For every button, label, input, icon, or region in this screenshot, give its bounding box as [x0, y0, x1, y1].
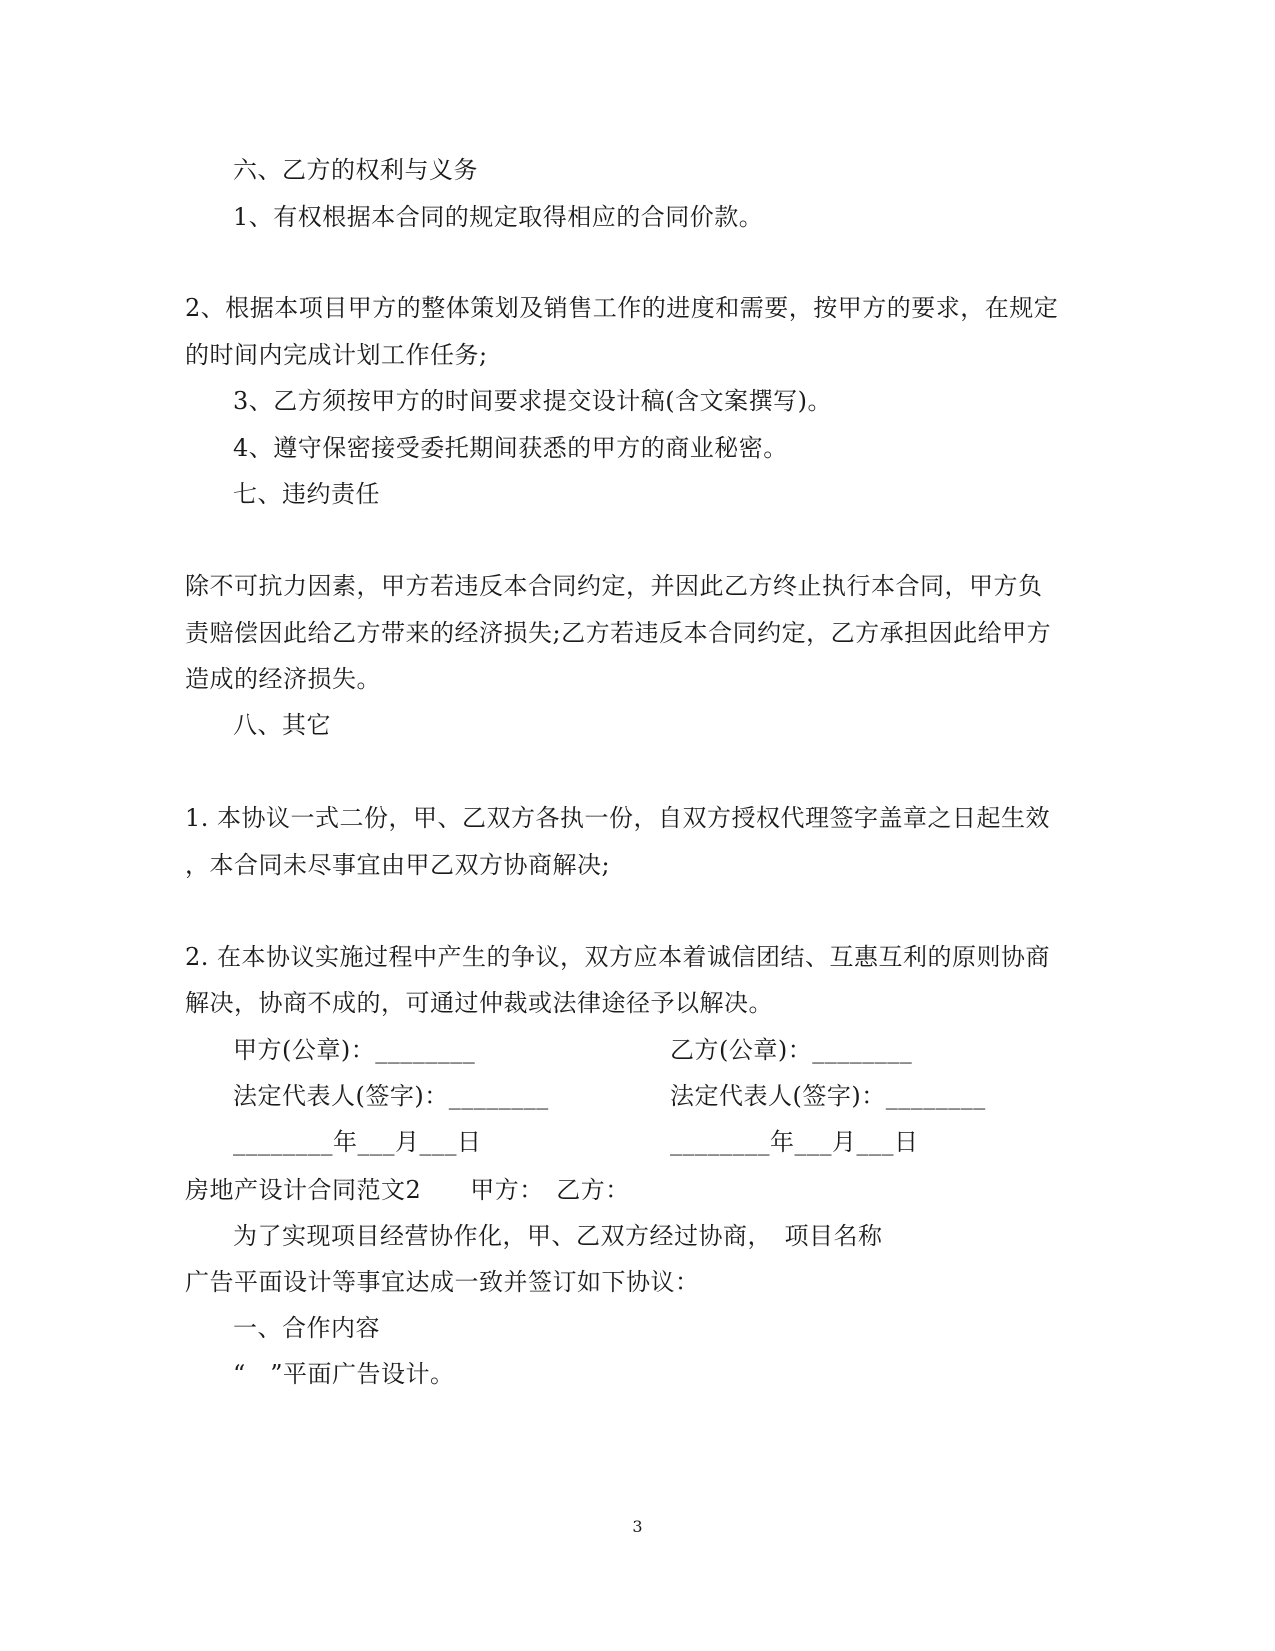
party-a-representative: 法定代表人(签字)：________ — [233, 1082, 549, 1110]
clause-7-line2: 责赔偿因此给乙方带来的经济损失;乙方若违反本合同约定，乙方承担因此给甲方 — [185, 619, 1052, 647]
page-number: 3 — [632, 1517, 643, 1536]
contract-2-intro-line1: 为了实现项目经营协作化，甲、乙双方经过协商， 项目名称 — [233, 1222, 883, 1250]
clause-7-line3: 造成的经济损失。 — [185, 665, 381, 693]
clause-8-1-line2: ，本合同未尽事宜由甲乙双方协商解决; — [185, 851, 611, 879]
party-a-seal: 甲方(公章)：________ — [233, 1036, 476, 1064]
contract-2-design-item: “ ”平面广告设计。 — [233, 1360, 455, 1388]
clause-6-1: 1、有权根据本合同的规定取得相应的合同价款。 — [233, 203, 764, 231]
clause-6-3: 3、乙方须按甲方的时间要求提交设计稿(含文案撰写)。 — [233, 387, 832, 415]
contract-2-section-1: 一、合作内容 — [233, 1314, 380, 1342]
section-heading-8: 八、其它 — [233, 711, 331, 739]
contract-2-title: 房地产设计合同范文2 甲方： 乙方： — [185, 1176, 630, 1204]
party-b-seal: 乙方(公章)：________ — [670, 1036, 913, 1064]
section-heading-7: 七、违约责任 — [233, 480, 380, 508]
contract-2-intro-line2: 广告平面设计等事宜达成一致并签订如下协议： — [185, 1268, 700, 1296]
clause-6-2-line2: 的时间内完成计划工作任务; — [185, 341, 488, 369]
party-a-date: ________年___月___日 — [233, 1128, 482, 1156]
clause-6-2-line1: 2、根据本项目甲方的整体策划及销售工作的进度和需要，按甲方的要求，在规定 — [185, 294, 1059, 322]
clause-8-1-line1: 1. 本协议一式二份，甲、乙双方各执一份，自双方授权代理签字盖章之日起生效 — [185, 804, 1051, 832]
party-b-date: ________年___月___日 — [670, 1128, 919, 1156]
clause-7-line1: 除不可抗力因素，甲方若违反本合同约定，并因此乙方终止执行本合同，甲方负 — [185, 572, 1043, 600]
clause-8-2-line2: 解决，协商不成的，可通过仲裁或法律途径予以解决。 — [185, 989, 773, 1017]
clause-8-2-line1: 2. 在本协议实施过程中产生的争议，双方应本着诚信团结、互惠互利的原则协商 — [185, 943, 1051, 971]
party-b-representative: 法定代表人(签字)：________ — [670, 1082, 986, 1110]
section-heading-6: 六、乙方的权利与义务 — [233, 156, 478, 184]
clause-6-4: 4、遵守保密接受委托期间获悉的甲方的商业秘密。 — [233, 434, 788, 462]
